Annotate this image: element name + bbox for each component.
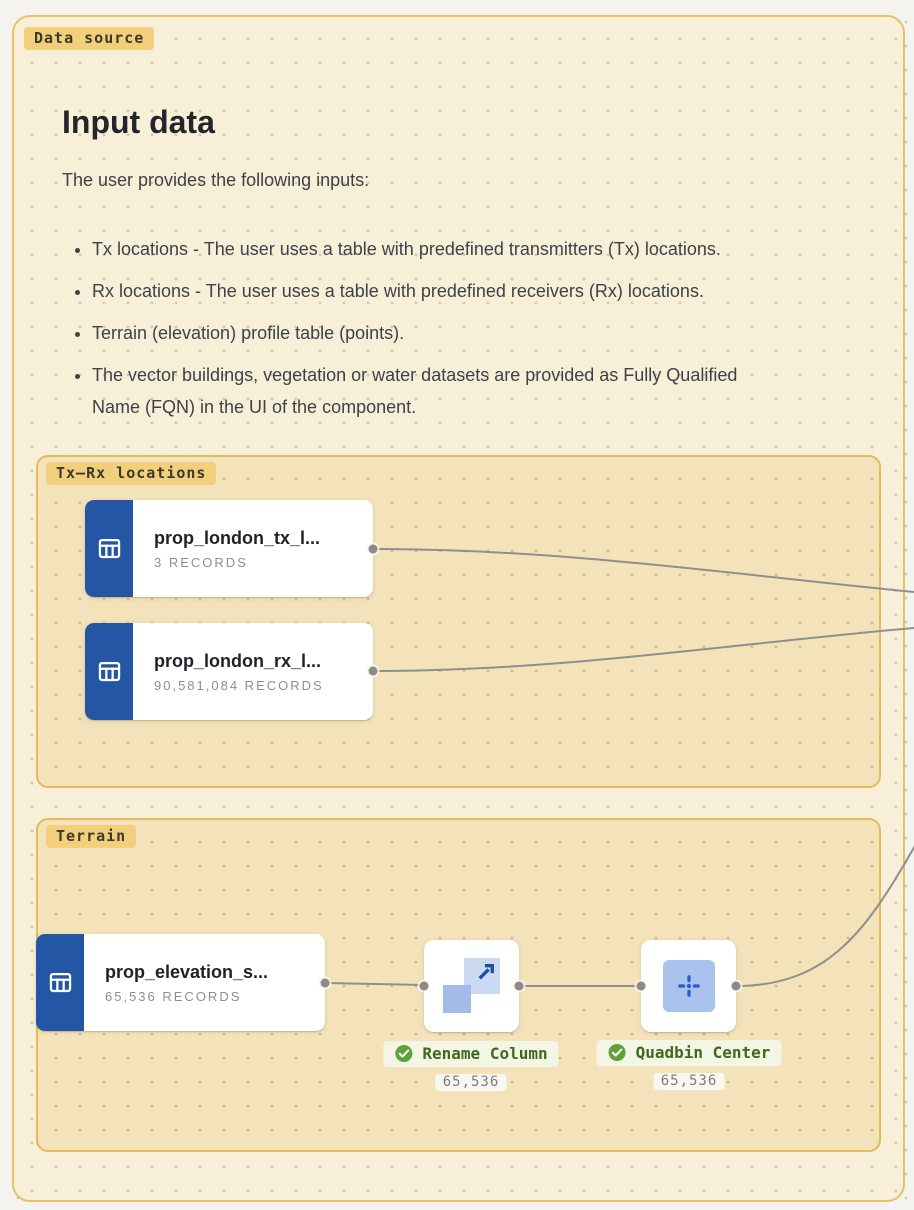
- node-title: prop_london_rx_l...: [154, 650, 322, 671]
- node-record-count: 90,581,084 RECORDS: [154, 677, 324, 693]
- note-bullet-terrain: • Terrain (elevation) profile table (points).: [92, 317, 774, 349]
- node-status-label: Quadbin Center: [635, 1043, 771, 1062]
- note-bullet-list: [62, 233, 774, 423]
- table-icon: [36, 934, 84, 1031]
- status-rename-column: [383, 1041, 558, 1091]
- quadbin-center-icon: [663, 960, 715, 1012]
- node-status-label: Rename Column: [422, 1044, 548, 1063]
- table-icon: [85, 500, 133, 597]
- note-bullet-rx: • Rx locations - The user uses a table with predefined receivers (Rx) locations.: [92, 275, 774, 307]
- note-title: Input data: [62, 104, 215, 140]
- node-record-count: 65,536 RECORDS: [105, 988, 242, 1004]
- group-label-terrain[interactable]: Terrain: [46, 825, 136, 848]
- rename-column-icon: [443, 958, 501, 1014]
- note-bullet-fqn: • The vector buildings, vegetation or water datasets are provided as Fully Qualified Name (FQN) in the UI of the component.: [92, 359, 774, 423]
- group-label-txrx[interactable]: Tx–Rx locations: [46, 462, 216, 485]
- node-prop-elevation[interactable]: [36, 934, 325, 1031]
- note-intro: The user provides the following inputs:: [62, 170, 370, 190]
- check-circle-icon: [608, 1043, 627, 1062]
- input-port-rename[interactable]: [420, 982, 429, 991]
- group-label-data-source[interactable]: Data source: [24, 27, 154, 50]
- node-output-count: 65,536: [654, 1073, 725, 1090]
- output-port-rx[interactable]: [369, 667, 378, 676]
- status-quadbin-center: [597, 1040, 782, 1090]
- node-title: prop_elevation_s...: [105, 961, 269, 982]
- check-circle-icon: [394, 1044, 413, 1063]
- node-title: prop_london_tx_l...: [154, 527, 321, 548]
- node-prop-london-rx[interactable]: [85, 623, 373, 720]
- note-bullet-tx: • Tx locations - The user uses a table with predefined transmitters (Tx) locations.: [92, 233, 774, 265]
- table-icon: [85, 623, 133, 720]
- node-output-count: 65,536: [436, 1074, 507, 1091]
- output-port-elevation[interactable]: [321, 979, 330, 988]
- output-port-rename[interactable]: [515, 982, 524, 991]
- input-port-quadbin[interactable]: [637, 982, 646, 991]
- output-port-tx[interactable]: [369, 545, 378, 554]
- node-rename-column[interactable]: [424, 940, 519, 1032]
- output-port-quadbin[interactable]: [732, 982, 741, 991]
- node-quadbin-center[interactable]: [641, 940, 736, 1032]
- node-prop-london-tx[interactable]: [85, 500, 373, 597]
- node-record-count: 3 RECORDS: [154, 554, 248, 570]
- note-input-data: [62, 103, 794, 433]
